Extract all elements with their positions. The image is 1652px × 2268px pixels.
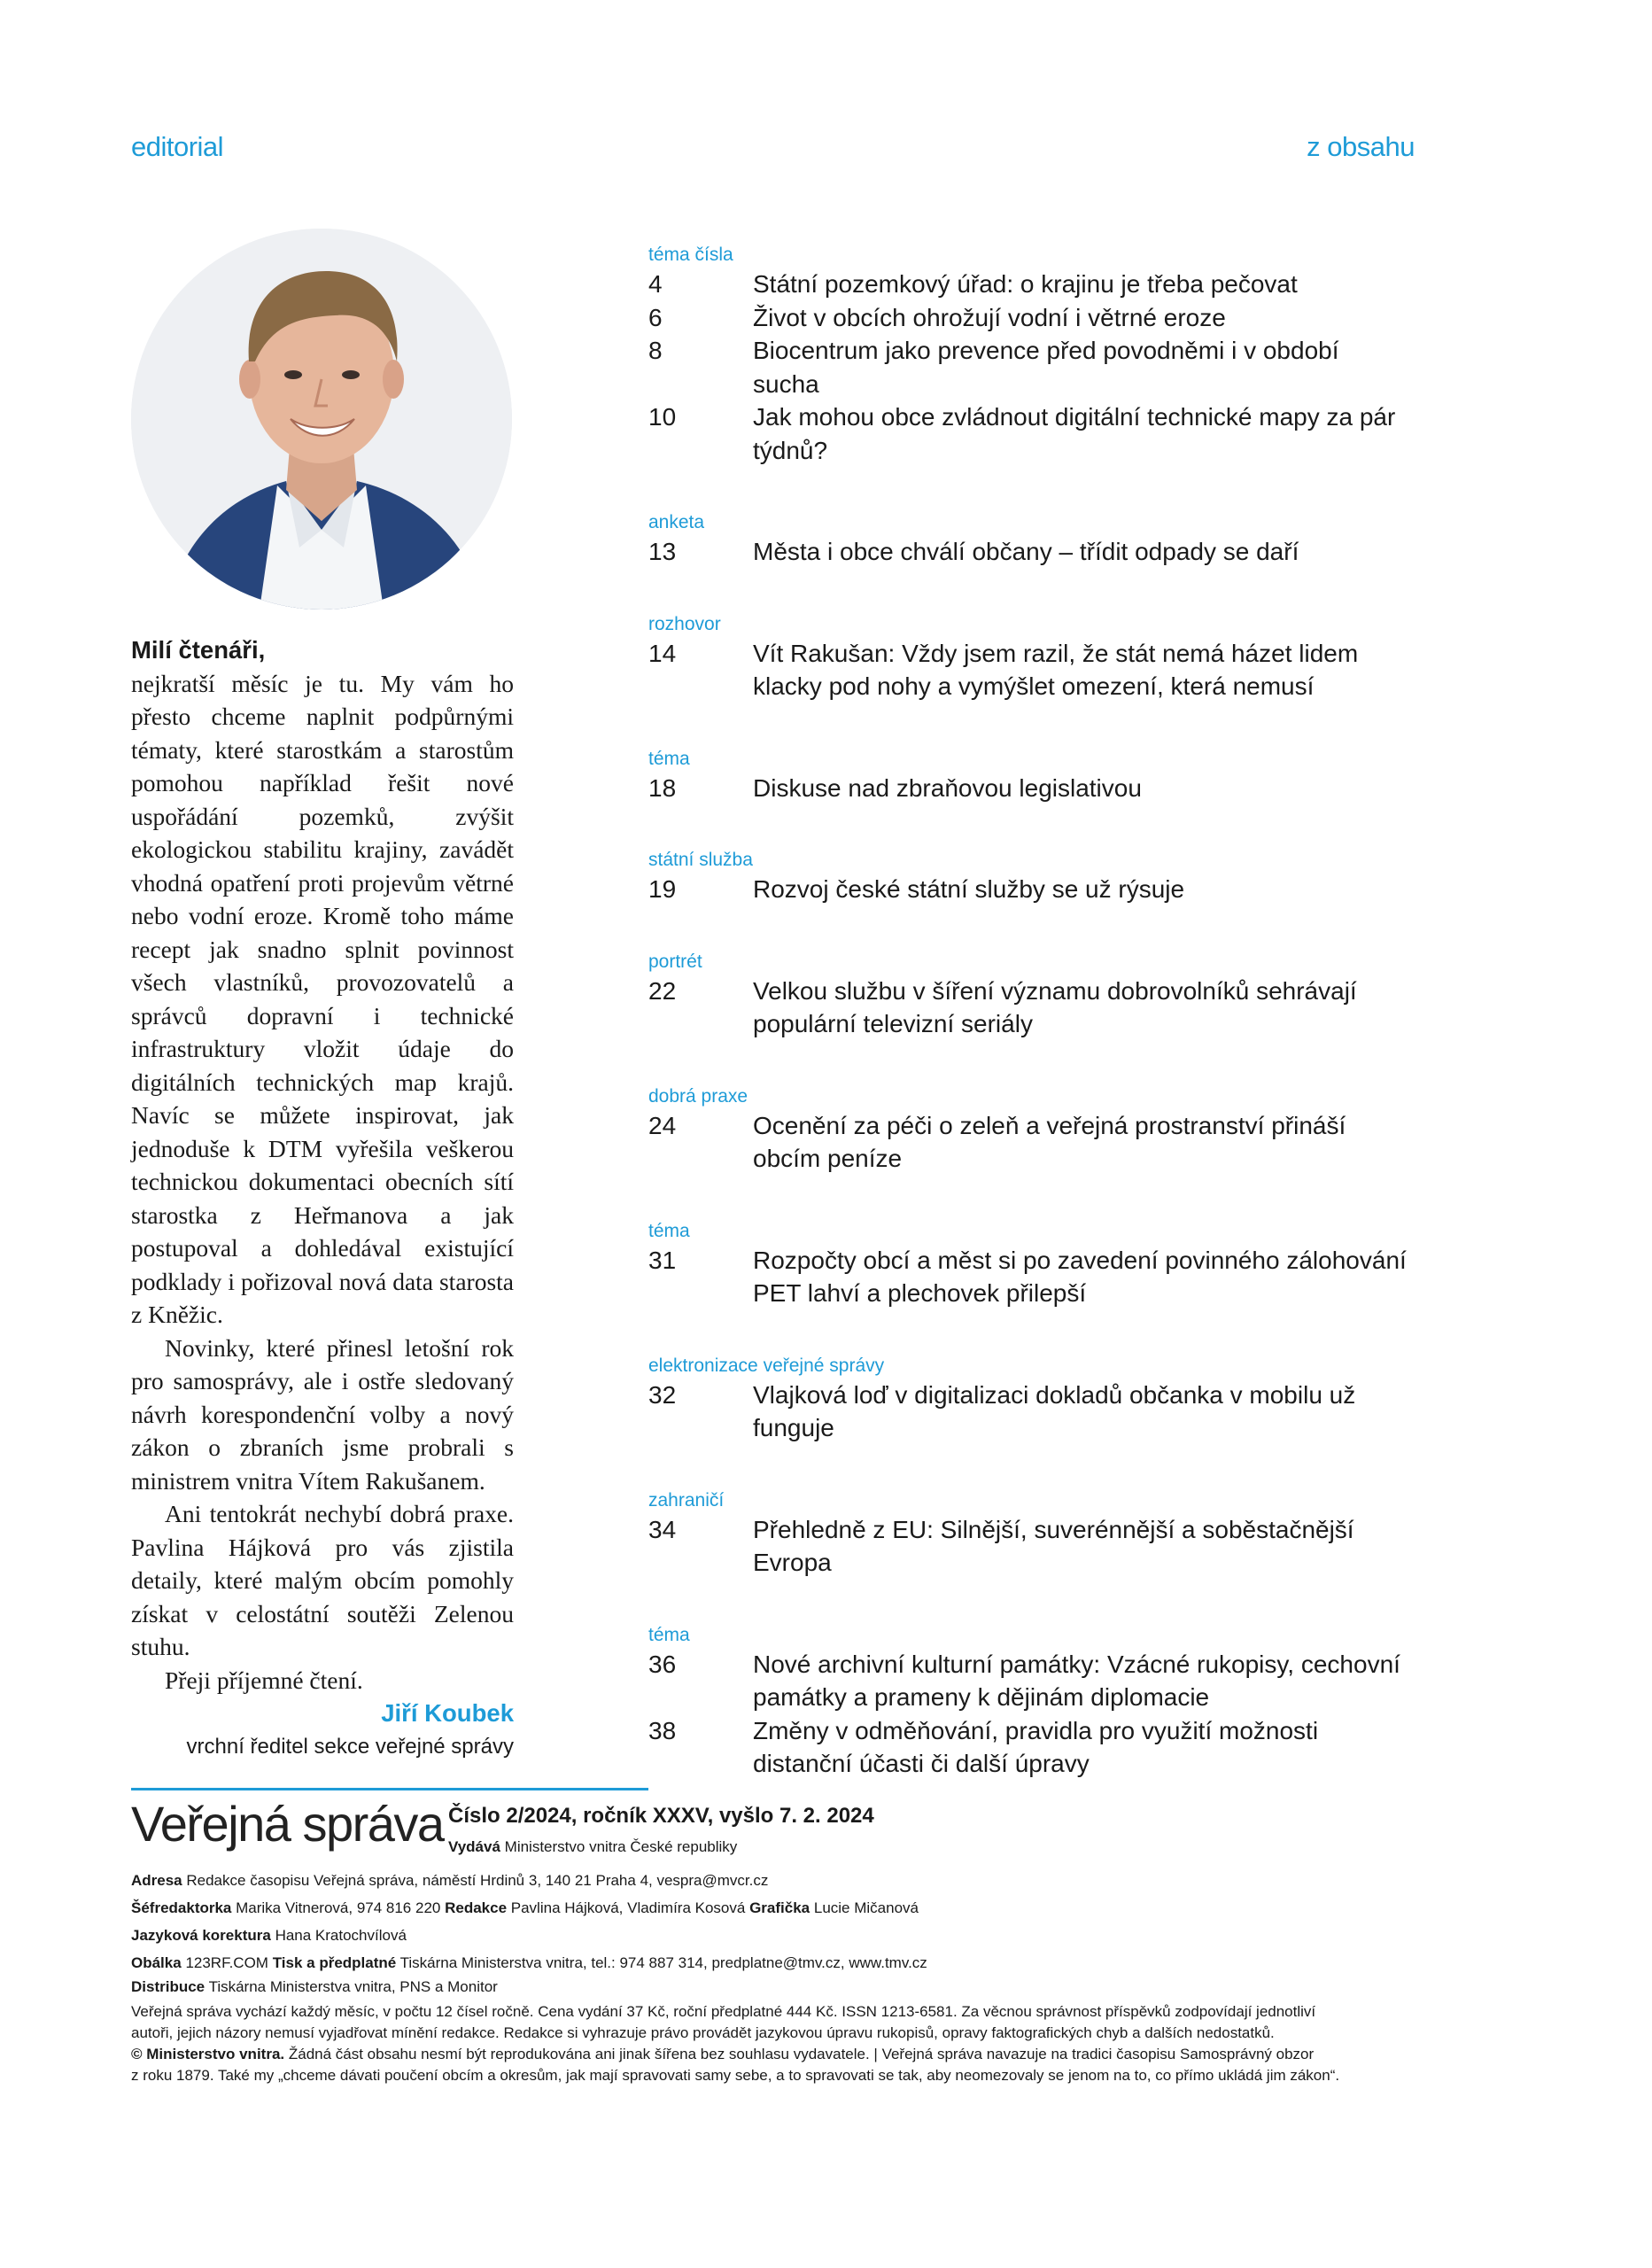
imprint-label: Šéfredaktorka <box>131 1899 232 1916</box>
imprint-value: Tiskárna Ministerstva vnitra, tel.: 974 887 314, predplatne@tmv.cz, www.tmv.cz <box>399 1954 927 1971</box>
toc-page-number: 22 <box>648 976 677 1005</box>
toc-section-label: elektronizace veřejné správy <box>648 1355 885 1376</box>
toc-entry-title: Ocenění za péči o zeleň a veřejná prostranství přináší obcím peníze <box>753 1111 1346 1172</box>
toc-section-label: rozhovor <box>648 613 721 634</box>
toc-section <box>648 950 1410 1041</box>
toc-section <box>648 1219 1410 1310</box>
editorial-paragraph: nejkratší měsíc je tu. My vám ho přesto chceme naplnit podpůrnými tématy, které starostkám a starostům pomohou například řešit nové uspořádání pozemků, zvýšit ekologickou stabilitu krajiny, zavádět vhodná opatření proti projevům větrné nebo vodní eroze. Kromě toho máme recept jak snadno splnit povinnost všech vlastníků, provozovatelů a správců dopravní i technické infrastruktury vložit údaje do digitálních technických map krajů. Navíc se můžete inspirovat, jak jednoduše k DTM vyřešila veškerou technickou dokumentaci obecních sítí starostka z Heřmanova a jak postupoval a dohledával existující podklady i pořizoval nová data starosta z Kněžic. <box>131 669 514 1328</box>
toc-entry[interactable] <box>648 772 1410 805</box>
toc-page-number: 14 <box>648 639 677 667</box>
imprint-info-line: autoři, jejich názory nemusí vyjadřovat mínění redakce. Redakce si vyhrazuje právo provádět jazykovou úpravu rukopisů, opravy faktografických chyb a dalších nedostatků. <box>131 2024 1275 2041</box>
toc-entry[interactable] <box>648 873 1410 906</box>
toc-page-number: 6 <box>648 303 663 331</box>
signature-role: vrchní ředitel sekce veřejné správy <box>186 1734 514 1759</box>
imprint-label: Jazyková korektura <box>131 1927 271 1944</box>
toc-entry[interactable] <box>648 1648 1410 1714</box>
toc-page-number: 32 <box>648 1380 677 1409</box>
toc-entry[interactable] <box>648 301 1410 335</box>
toc-entry-title: Jak mohou obce zvládnout digitální technické mapy za pár týdnů? <box>753 403 1396 464</box>
imprint-divider <box>131 1788 648 1790</box>
toc-entry-title: Vít Rakušan: Vždy jsem razil, že stát nemá házet lidem klacky pod nohy a vymýšlet omezení, která nemusí <box>753 639 1359 700</box>
toc-section-label: státní služba <box>648 850 753 870</box>
toc-page-number: 38 <box>648 1716 677 1744</box>
toc-entry-title: Přehledně z EU: Silnější, suverénnější a soběstačnější Evropa <box>753 1515 1354 1576</box>
section-header-contents: z obsahu <box>1307 131 1415 162</box>
toc-entry-title: Změny v odměňování, pravidla pro využití možnosti distanční účasti či další úpravy <box>753 1716 1319 1777</box>
toc-section-label: dobrá praxe <box>648 1085 748 1107</box>
toc-section <box>648 1488 1410 1580</box>
imprint-block <box>131 1867 1411 2086</box>
toc-page-number: 34 <box>648 1515 677 1543</box>
toc-section <box>648 612 1410 703</box>
toc-page-number: 10 <box>648 403 677 431</box>
toc-entry[interactable] <box>648 1714 1410 1781</box>
toc-entry[interactable] <box>648 1244 1410 1310</box>
toc-page-number: 36 <box>648 1650 677 1678</box>
imprint-copyright-line: z roku 1879. Také my „chceme dávati poučení obcím a okresům, jak mají spravovati samy sebe, a to spravovati se tak, aby neomezovaly se jenom na to, co přímo ukládá jim zákon“. <box>131 2067 1340 2084</box>
toc-entry-title: Rozpočty obcí a měst si po zavedení povinného zálohování PET lahví a plechovek přilepší <box>753 1246 1407 1307</box>
section-header-editorial: editorial <box>131 131 224 162</box>
imprint-value: 123RF.COM <box>185 1954 268 1971</box>
editorial-paragraph: Ani tentokrát nechybí dobrá praxe. Pavlina Hájková pro vás zjistila detaily, které malým obcím pomohly získat v celostátní soutěži Zelenou stuhu. <box>131 1500 514 1660</box>
toc-entry-title: Diskuse nad zbraňovou legislativou <box>753 773 1142 802</box>
toc-section <box>648 1623 1410 1781</box>
imprint-value: Marika Vitnerová, 974 816 220 <box>236 1899 441 1916</box>
toc-page-number: 31 <box>648 1246 677 1274</box>
toc-section-label: téma <box>648 1624 690 1645</box>
imprint-label: Distribuce <box>131 1978 206 1995</box>
publisher-line <box>448 1838 737 1856</box>
editorial-paragraph: Přeji příjemné čtení. <box>165 1666 363 1694</box>
imprint-copyright-line <box>131 2044 1411 2065</box>
magazine-masthead: Veřejná správa <box>131 1796 444 1852</box>
signature-name: Jiří Koubek <box>381 1699 514 1727</box>
toc-entry[interactable] <box>648 1513 1410 1580</box>
imprint-label: Tisk a předplatné <box>272 1954 397 1971</box>
toc-section <box>648 747 1410 805</box>
imprint-print <box>131 1949 1411 1977</box>
imprint-address <box>131 1867 1411 1894</box>
toc-entry-title: Biocentrum jako prevence před povodněmi i v období sucha <box>753 337 1339 398</box>
editorial-text <box>131 633 514 1763</box>
toc-page-number: 18 <box>648 773 677 802</box>
imprint-label: Grafička <box>749 1899 810 1916</box>
toc-entry-title: Velkou službu v šíření významu dobrovolníků sehrávají populární televizní seriály <box>753 976 1357 1037</box>
toc-page-number: 19 <box>648 875 677 903</box>
toc-entry-title: Nové archivní kulturní památky: Vzácné rukopisy, cechovní památky a prameny k dějinám diplomacie <box>753 1650 1400 1711</box>
imprint-info <box>131 2001 1411 2086</box>
copyright-text: Žádná část obsahu nesmí být reprodukována ani jinak šířena bez souhlasu vydavatele. | Veřejná správa navazuje na tradici časopisu Samosprávný obzor <box>288 2046 1315 2062</box>
toc-section <box>648 1354 1410 1445</box>
imprint-proofreading <box>131 1922 1411 1949</box>
issue-info: Číslo 2/2024, ročník XXXV, vyšlo 7. 2. 2024 <box>448 1804 874 1828</box>
toc-entry[interactable] <box>648 1109 1410 1176</box>
publisher-label: Vydává <box>448 1838 500 1855</box>
toc-entry[interactable] <box>648 1379 1410 1445</box>
toc-page-number: 24 <box>648 1111 677 1139</box>
imprint-label: Adresa <box>131 1872 182 1889</box>
toc-entry-title: Státní pozemkový úřad: o krajinu je třeba pečovat <box>753 270 1298 298</box>
toc-section <box>648 848 1410 906</box>
toc-page-number: 13 <box>648 538 677 565</box>
toc-entry[interactable] <box>648 975 1410 1041</box>
toc-section <box>648 510 1410 569</box>
author-portrait <box>131 229 512 610</box>
publisher-value: Ministerstvo vnitra České republiky <box>504 1838 738 1855</box>
imprint-label: Redakce <box>445 1899 508 1916</box>
imprint-value: Redakce časopisu Veřejná správa, náměstí Hrdinů 3, 140 21 Praha 4, vespra@mvcr.cz <box>186 1872 769 1889</box>
toc-page-number: 8 <box>648 337 663 364</box>
toc-entry-title: Život v obcích ohrožují vodní i větrné eroze <box>753 303 1226 331</box>
toc-entry[interactable] <box>648 637 1410 703</box>
toc-section <box>648 1084 1410 1176</box>
toc-entry-title: Vlajková loď v digitalizaci dokladů občanka v mobilu už funguje <box>753 1380 1356 1441</box>
editorial-greeting: Milí čtenáři, <box>131 636 266 664</box>
imprint-value: Hana Kratochvílová <box>275 1927 407 1944</box>
copyright-label: © Ministerstvo vnitra. <box>131 2046 285 2062</box>
editorial-paragraph: Novinky, které přinesl letošní rok pro samosprávy, ale i ostře sledovaný návrh korespondenční volby a nový zákon o zbraních jsme probrali s ministrem vnitra Vítem Rakušanem. <box>131 1333 514 1495</box>
toc-section-label: zahraničí <box>648 1489 725 1511</box>
table-of-contents <box>648 243 1410 1824</box>
toc-entry-title: Rozvoj české státní služby se už rýsuje <box>753 875 1185 903</box>
toc-section-label: portrét <box>648 951 702 972</box>
toc-section-label: anketa <box>648 512 705 532</box>
toc-entry[interactable] <box>648 535 1410 569</box>
toc-entry[interactable] <box>648 268 1410 301</box>
imprint-value: Lucie Mičanová <box>813 1899 919 1916</box>
imprint-value: Tiskárna Ministerstva vnitra, PNS a Monitor <box>208 1978 498 1995</box>
toc-section-label: téma <box>648 1220 690 1241</box>
imprint-distribution <box>131 1977 1411 1998</box>
imprint-value: Pavlina Hájková, Vladimíra Kosová <box>510 1899 746 1916</box>
toc-entry-title: Města i obce chválí občany – třídit odpady se daří <box>753 538 1299 565</box>
toc-section <box>648 243 1410 467</box>
toc-page-number: 4 <box>648 270 663 298</box>
toc-section-label: téma <box>648 748 690 769</box>
imprint-staff <box>131 1894 1411 1922</box>
imprint-info-line: Veřejná správa vychází každý měsíc, v počtu 12 čísel ročně. Cena vydání 37 Kč, roční předplatné 444 Kč. ISSN 1213-6581. Za věcnou správnost příspěvků zodpovídají jednotliví <box>131 2003 1316 2020</box>
toc-entry[interactable] <box>648 400 1410 467</box>
toc-section-label: téma čísla <box>648 245 733 265</box>
imprint-label: Obálka <box>131 1954 182 1971</box>
toc-entry[interactable] <box>648 334 1410 400</box>
